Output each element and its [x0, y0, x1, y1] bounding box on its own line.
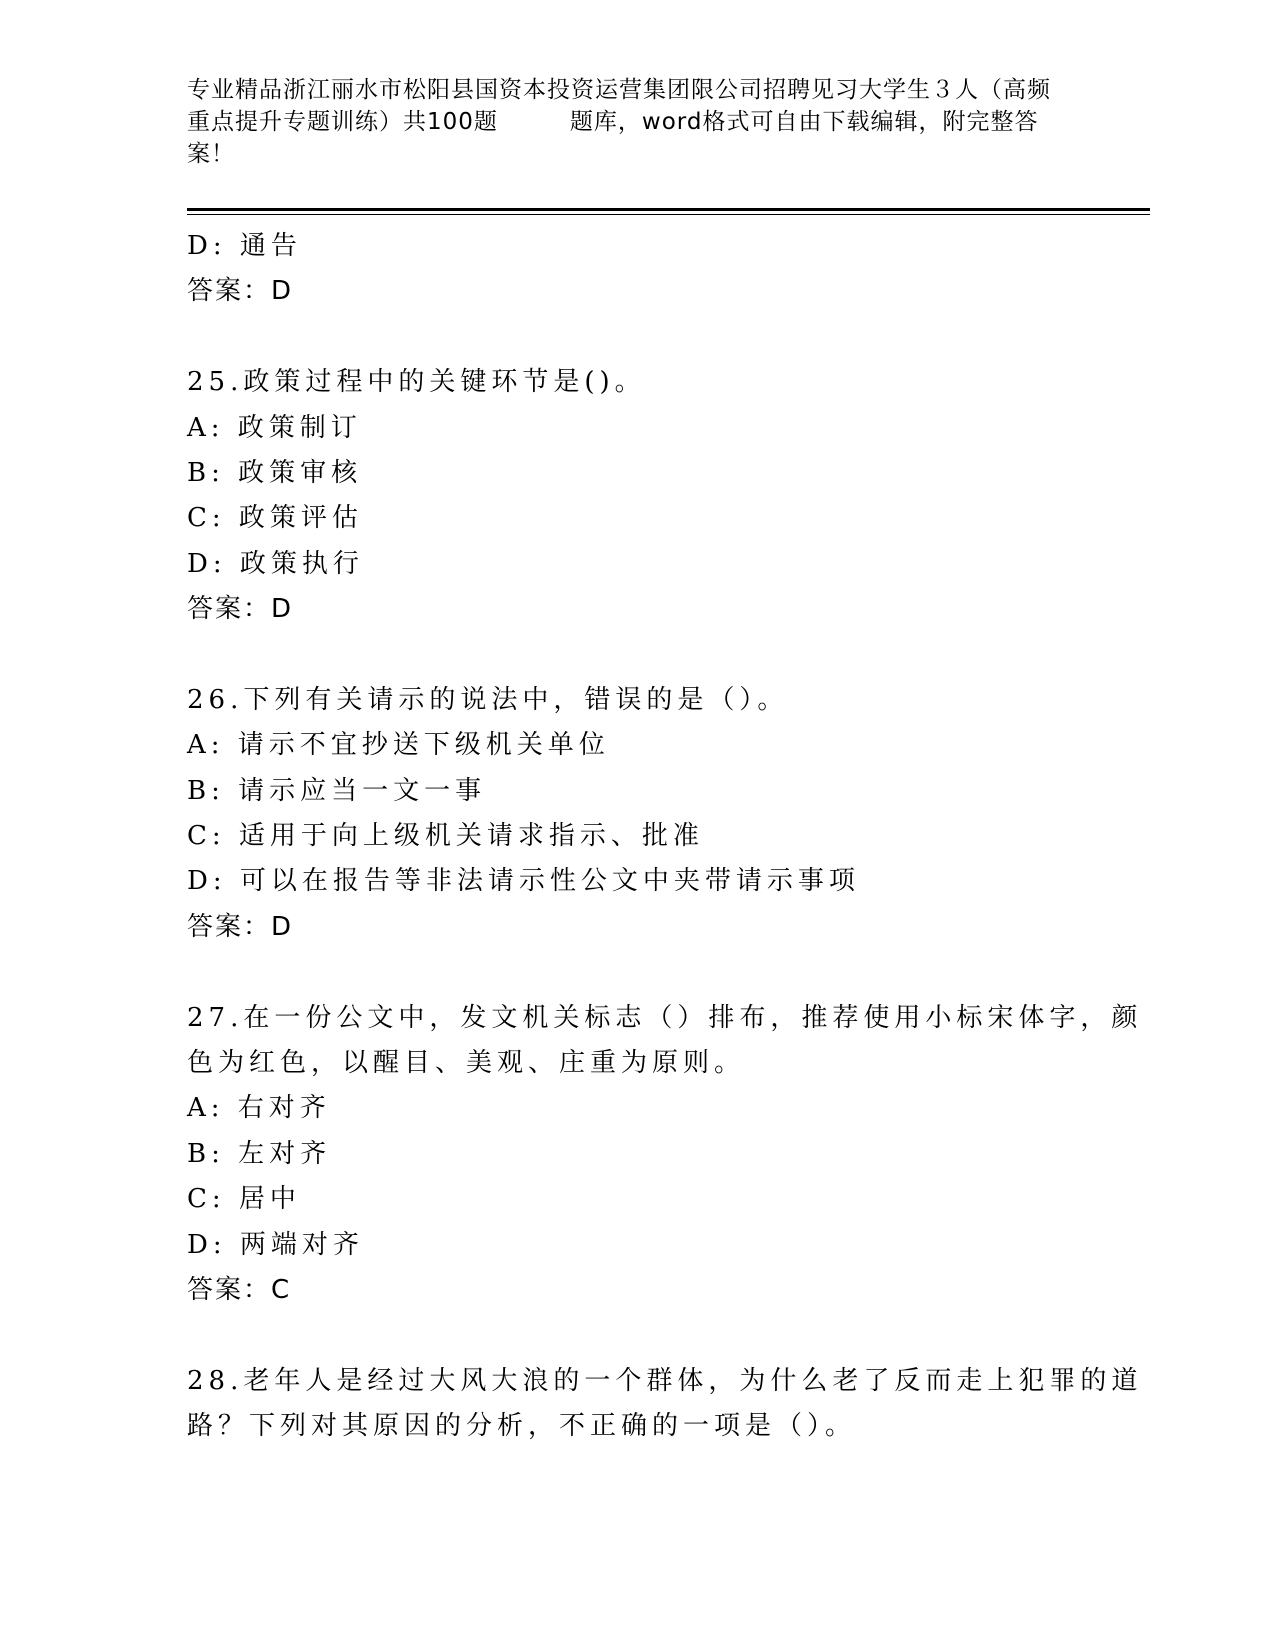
option-d: D: 可以在报告等非法请示性公文中夹带请示事项 [187, 866, 860, 897]
option-b: B: 请示应当一文一事 [187, 775, 487, 806]
answer-line: 答案：D [187, 594, 294, 625]
question-stem-line-2: 路？下列对其原因的分析，不正确的一项是（）。 [187, 1411, 857, 1442]
question-list [187, 224, 1143, 1450]
option-b: B: 政策审核 [187, 457, 363, 488]
header-divider-thick [187, 208, 1150, 211]
answer-line: 答案：D [187, 276, 294, 307]
header-title-line-2-part-b: 题库，word格式可自由下载编辑，附完整答 [569, 109, 1039, 135]
answer-line: 答案：D [187, 911, 294, 942]
answer-line: 答案：C [187, 1274, 292, 1305]
question-stem-line-2: 色为红色，以醒目、美观、庄重为原则。 [187, 1048, 746, 1079]
question-stem-line-1: 28.老年人是经过大风大浪的一个群体，为什么老了反而走上犯罪的道 [187, 1365, 1143, 1396]
option-c: C: 政策评估 [187, 503, 363, 534]
question-stem: 26.下列有关请示的说法中，错误的是（）。 [187, 684, 789, 715]
question-27 [187, 996, 1143, 1314]
header-divider-thin [187, 214, 1150, 215]
option-c: C: 居中 [187, 1184, 301, 1215]
question-25 [187, 360, 1087, 632]
option-d: D: 政策执行 [187, 548, 364, 579]
page-header [187, 74, 1087, 170]
header-title-line-3: 案！ [187, 141, 235, 167]
question-stem-line-1: 27.在一份公文中，发文机关标志（）排布，推荐使用小标宋体字，颜 [187, 1002, 1143, 1033]
option-b: B: 左对齐 [187, 1138, 332, 1169]
option-a: A: 右对齐 [187, 1093, 331, 1124]
option-a: A: 请示不宜抄送下级机关单位 [187, 730, 610, 761]
question-24-fragment [187, 224, 1087, 315]
question-stem: 25.政策过程中的关键环节是()。 [187, 367, 646, 398]
option-d: D: 通告 [187, 231, 302, 261]
question-28 [187, 1359, 1143, 1450]
option-c: C: 适用于向上级机关请求指示、批准 [187, 821, 704, 852]
header-title-line-1: 专业精品浙江丽水市松阳县国资本投资运营集团限公司招聘见习大学生３人（高频 [187, 77, 1051, 103]
question-26 [187, 678, 1087, 950]
option-d: D: 两端对齐 [187, 1229, 364, 1260]
header-title-line-2-part-a: 重点提升专题训练）共100题 [187, 109, 498, 135]
header-title-line-2 [187, 106, 1087, 138]
option-a: A: 政策制订 [187, 412, 362, 443]
